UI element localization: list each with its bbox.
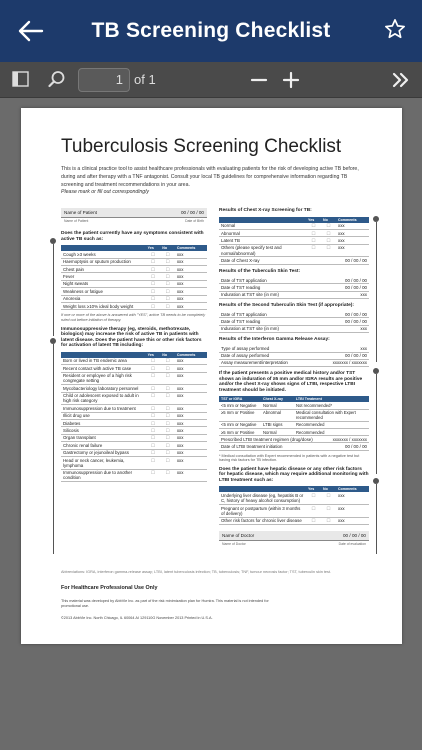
no-checkbox[interactable]: ☐ <box>165 385 170 391</box>
risk-row[interactable] <box>61 405 207 412</box>
risk-row[interactable] <box>61 450 207 457</box>
yes-checkbox[interactable]: ☐ <box>151 358 155 364</box>
tst2-heading: Results of the Second Tuberculin Skin Test (if appropriate): <box>219 302 354 308</box>
tst2-row-label: Induration at TST site (in mm) <box>221 326 279 332</box>
risk-row[interactable] <box>61 373 207 386</box>
tst-heading: Results of the Tuberculin Skin Test: <box>219 268 301 274</box>
col-comments: Comments <box>176 246 196 251</box>
risk-row[interactable] <box>61 442 207 449</box>
no-checkbox[interactable]: ☐ <box>165 288 170 294</box>
no-checkbox[interactable]: ☐ <box>165 273 170 279</box>
ltbi-date-row[interactable] <box>219 443 369 450</box>
symptoms-heading: Does the patient currently have any symptoms consistent with active TB such as: <box>61 231 204 242</box>
risk-row-label: Chronic renal failure <box>63 442 103 448</box>
xray-row-comment: xxx <box>338 245 345 251</box>
ltbi-col-test: TST or IGRA <box>221 397 243 402</box>
patient-name-label: Name of Patient <box>64 210 97 215</box>
xray-table <box>219 223 369 258</box>
risk-row-comment: xxx <box>176 393 184 399</box>
col-no: No <box>323 217 328 222</box>
xray-date-row[interactable] <box>219 257 369 264</box>
xray-date-label: Date of Chest X-ray <box>221 257 260 263</box>
symptom-row-label: Chest pain <box>63 266 84 272</box>
no-checkbox[interactable]: ☐ <box>165 442 170 448</box>
document-title: Tuberculosis Screening Checklist <box>61 136 342 157</box>
legal-notice: This material was developed by AbbVie Inc. as part of the risk minimization plan for Humira. This material is not intended for promotional use. <box>61 599 269 608</box>
no-checkbox[interactable]: ☐ <box>165 296 170 302</box>
tst-row-value: 00 / 00 / 00 <box>345 277 367 283</box>
igra-row-value: 00 / 00 / 00 <box>345 353 367 359</box>
yes-checkbox[interactable]: ☐ <box>311 518 316 524</box>
ltbi-regimen-value: xxxxxxx / xxxxxxx <box>332 436 367 442</box>
ltbi-col-xray: Chest X-ray <box>263 397 283 402</box>
yes-checkbox[interactable]: ☐ <box>151 288 155 294</box>
risk-row-label: Diabetes <box>63 420 81 426</box>
symptom-row-label: Fever <box>63 273 75 279</box>
app-title: TB Screening Checklist <box>91 19 331 42</box>
yes-checkbox[interactable]: ☐ <box>151 365 155 371</box>
ltbi-test-cell: ≥5 mm or Positive <box>221 410 255 416</box>
hepatic-row-label: Other risk factors for chronic liver disease <box>221 518 302 524</box>
ltbi-heading: If the patient presents a positive medical history and/or TST shows an induration of ≥5 mm and/or IGRA results are positive and/or the chest X-ray shows signs of LTBI, respective LTBI treatment should be initiated. <box>219 371 363 393</box>
xray-row-label: Normal <box>221 223 236 229</box>
viewer-toolbar <box>0 62 422 98</box>
symptom-row-comment: xxx <box>176 266 184 272</box>
patient-dob-value: 00 / 00 / 00 <box>181 210 204 215</box>
symptom-row-comment: xxx <box>176 251 184 257</box>
yes-checkbox[interactable]: ☐ <box>311 237 316 243</box>
xray-row-label: Others (please specify test and normal/abnormal) <box>221 245 282 256</box>
risk-row-label: Resident or employee of a high risk congregate setting <box>63 373 132 384</box>
ltbi-date-label: Date of LTBI treatment initiation <box>221 443 283 449</box>
col-comments: Comments <box>338 487 357 492</box>
section-rail <box>53 344 54 554</box>
igra-row-value: xxxxxxx / xxxxxxx <box>332 360 367 366</box>
risk-table <box>61 358 207 482</box>
igra-row-label: Type of assay performed <box>221 346 270 352</box>
col-yes: Yes <box>147 352 154 357</box>
yes-checkbox[interactable]: ☐ <box>311 493 316 499</box>
symptom-row-label: Night sweats <box>63 281 89 287</box>
no-checkbox[interactable]: ☐ <box>326 505 331 511</box>
search-icon[interactable] <box>48 70 66 88</box>
igra-row[interactable] <box>219 345 369 352</box>
yes-checkbox[interactable]: ☐ <box>311 505 316 511</box>
ltbi-row <box>219 422 369 429</box>
no-checkbox[interactable]: ☐ <box>165 470 170 476</box>
no-checkbox[interactable]: ☐ <box>165 413 170 419</box>
name-sub-label: Name of Patient <box>64 219 89 223</box>
hepatic-row-comment: xxx <box>338 493 345 499</box>
yes-checkbox[interactable]: ☐ <box>151 457 155 463</box>
yes-checkbox[interactable]: ☐ <box>151 393 155 399</box>
hepatic-table <box>219 492 369 525</box>
copyright: ©2013 AbbVie Inc. North Chicago, IL 60064 AI 129110G November 2013 Printed in U.S.A. <box>61 616 213 620</box>
back-arrow-icon[interactable] <box>18 18 44 44</box>
hepatic-heading: Does the patient have hepatic disease or any other risk factors for hepatic disease, which may require additional monitoring with LTBI treatment such as: <box>219 466 369 483</box>
ltbi-footnote: * Medical consultation with Expert recommended in patients with a negative test but having risk factors for TB infection. <box>219 453 360 463</box>
hepatic-row-comment: xxx <box>338 505 345 511</box>
risk-row-comment: xxx <box>176 420 184 426</box>
ltbi-xray-cell: Normal <box>263 402 277 408</box>
zoom-in-icon[interactable] <box>280 69 302 91</box>
ltbi-row <box>219 402 369 409</box>
ltbi-treatment-cell: Recommended <box>296 429 325 435</box>
risk-row-comment: xxx <box>176 365 184 371</box>
symptom-row[interactable] <box>61 251 207 258</box>
xray-row-comment: xxx <box>338 237 345 243</box>
ltbi-col-treatment: LTBI Treatment <box>296 397 322 402</box>
risk-row-label: Illicit drug use <box>63 413 90 419</box>
yes-checkbox[interactable]: ☐ <box>151 420 155 426</box>
col-yes: Yes <box>308 217 315 222</box>
symptom-row-comment: xxx <box>176 281 184 287</box>
risk-row-comment: xxx <box>176 442 184 448</box>
yes-checkbox[interactable]: ☐ <box>151 266 155 272</box>
yes-checkbox[interactable]: ☐ <box>151 273 155 279</box>
yes-checkbox[interactable]: ☐ <box>151 281 155 287</box>
risk-row-comment: xxx <box>176 358 184 364</box>
xray-heading: Results of Chest X-ray Screening for TB: <box>219 208 312 213</box>
xray-date-value: 00 / 00 / 00 <box>345 257 367 263</box>
risk-row-label: Silicosis <box>63 428 79 433</box>
symptoms-table <box>61 251 207 310</box>
risk-row-label: Immunosuppression due to treatment <box>63 405 136 411</box>
risk-row-comment: xxx <box>176 450 184 456</box>
section-rail <box>53 244 54 336</box>
app-bar <box>0 0 422 62</box>
no-checkbox[interactable]: ☐ <box>165 428 170 433</box>
xray-row[interactable] <box>219 245 369 258</box>
yes-checkbox[interactable]: ☐ <box>151 450 155 456</box>
symptom-row[interactable] <box>61 273 207 280</box>
no-checkbox[interactable]: ☐ <box>165 303 170 309</box>
no-checkbox[interactable]: ☐ <box>326 518 331 524</box>
igra-row[interactable] <box>219 353 369 360</box>
symptom-row-label: Weakness or fatigue <box>63 288 103 294</box>
xray-row-comment: xxx <box>338 230 345 236</box>
risk-row-comment: xxx <box>176 428 184 433</box>
risk-row-label: Child or adolescent exposed to adult in high risk category <box>63 393 139 404</box>
ltbi-xray-cell: Abnormal <box>263 410 281 416</box>
col-no: No <box>162 246 168 251</box>
risk-row-label: Born or lived in TB endemic area <box>63 358 127 364</box>
no-checkbox[interactable]: ☐ <box>165 365 170 371</box>
xray-row-label: Latent TB <box>221 237 240 243</box>
no-checkbox[interactable]: ☐ <box>165 373 170 379</box>
risk-row-label: Immunosuppression due to another condition <box>63 470 133 481</box>
ltbi-xray-cell: LTBI signs <box>263 422 283 428</box>
yes-checkbox[interactable]: ☐ <box>311 230 316 236</box>
ltbi-row <box>219 429 369 436</box>
igra-row[interactable] <box>219 360 369 367</box>
symptom-row[interactable] <box>61 288 207 295</box>
no-checkbox[interactable]: ☐ <box>165 266 170 272</box>
page-count-label: of 1 <box>134 72 156 87</box>
tst-row-label: Date of TST reading <box>221 284 261 290</box>
yes-checkbox[interactable]: ☐ <box>151 428 155 433</box>
ltbi-treatment-cell: Not recommended* <box>296 402 333 408</box>
no-checkbox[interactable]: ☐ <box>165 457 170 463</box>
tst-row-label: Induration at TST site (in mm) <box>221 292 279 298</box>
col-comments: Comments <box>176 352 196 357</box>
yes-checkbox[interactable]: ☐ <box>151 303 155 309</box>
tst-row[interactable] <box>219 284 369 291</box>
tst-row[interactable] <box>219 292 369 299</box>
risk-row-label: Gastrectomy or jejunoileal bypass <box>63 450 129 456</box>
hepatic-row[interactable] <box>219 518 369 525</box>
risk-row[interactable] <box>61 385 207 392</box>
risk-row[interactable] <box>61 413 207 420</box>
symptom-row-label: Weight loss ≥10% ideal body weight <box>63 303 134 309</box>
risk-row[interactable] <box>61 470 207 483</box>
page-number-input[interactable]: 1 <box>78 68 130 92</box>
evaluation-sub-label: Date of evaluation <box>338 542 366 547</box>
risk-row[interactable] <box>61 457 207 470</box>
hcp-notice: For Healthcare Professional Use Only <box>61 585 158 591</box>
intro-text <box>61 166 361 197</box>
no-checkbox[interactable]: ☐ <box>165 259 170 265</box>
risk-row-label: Organ transplant <box>63 435 96 441</box>
risk-row[interactable] <box>61 420 207 427</box>
igra-row-value: xxx <box>360 346 367 352</box>
risk-row[interactable] <box>61 365 207 372</box>
symptom-row[interactable] <box>61 281 207 288</box>
hepatic-row[interactable] <box>219 492 369 505</box>
yes-checkbox[interactable]: ☐ <box>151 385 155 391</box>
zoom-out-icon[interactable] <box>248 69 270 91</box>
yes-checkbox[interactable]: ☐ <box>151 413 155 419</box>
tst2-table <box>219 311 369 333</box>
xray-row[interactable] <box>219 230 369 237</box>
yes-checkbox[interactable]: ☐ <box>151 405 155 411</box>
xray-row[interactable] <box>219 223 369 230</box>
document-page <box>21 108 402 644</box>
risk-row-label: Recent contact with active TB case <box>63 365 132 371</box>
yes-checkbox[interactable]: ☐ <box>311 245 316 251</box>
ltbi-row <box>219 410 369 422</box>
section-rail <box>376 484 377 554</box>
yes-checkbox[interactable]: ☐ <box>151 442 155 448</box>
risk-row-comment: xxx <box>176 435 184 441</box>
symptom-row-comment: xxx <box>176 296 184 302</box>
tst-row-value: 00 / 00 / 00 <box>345 284 367 290</box>
col-comments: Comments <box>338 217 357 222</box>
yes-checkbox[interactable]: ☐ <box>151 470 155 476</box>
no-checkbox[interactable]: ☐ <box>165 358 170 364</box>
risk-heading: Immunosuppressive therapy (eg, steroids, methotrexate, biologics) may increase the risk of active TB in patients with latent disease. Does the patient have this or other risk factors for activation of latent TB including: <box>61 326 202 349</box>
no-checkbox[interactable]: ☐ <box>326 223 331 229</box>
yes-checkbox[interactable]: ☐ <box>151 296 155 302</box>
yes-checkbox[interactable]: ☐ <box>311 223 316 229</box>
ltbi-treatment-cell: Medical consultation with Expert recommended <box>296 410 356 421</box>
symptom-row[interactable] <box>61 259 207 266</box>
col-no: No <box>162 352 168 357</box>
tst-table <box>219 277 369 299</box>
ltbi-test-cell: <5 mm or Negative <box>221 402 257 408</box>
symptom-row-comment: xxx <box>176 303 184 309</box>
intro-paragraph: This is a clinical practice tool to assist healthcare professionals with evaluating patients for the risk of developing active TB before, during and after therapy with a TNF antagonist. Consult your local TB guidelines for comprehensive information regarding TB screening and treatment recommendations in your area. <box>61 166 359 188</box>
risk-row-comment: xxx <box>176 405 184 411</box>
hepatic-row-label: Underlying liver disease (eg, hepatitis B or C, history of heavy alcohol consumption) <box>221 493 304 504</box>
risk-row-comment: xxx <box>176 470 184 476</box>
symptoms-note: If one or more of the above is answered with "YES", active TB needs to be completely ruled out before initiation of therapy. <box>61 313 206 322</box>
risk-row-comment: xxx <box>176 373 184 379</box>
left-column <box>61 208 207 482</box>
abbreviations: Abbreviations: IGRA, interferon gamma-release assay; LTBI, latent tuberculosis infection; TB, tuberculosis; TNF, tumour necrosis factor; TST, tuberculin skin test. <box>61 570 332 574</box>
no-checkbox[interactable]: ☐ <box>165 405 170 411</box>
no-checkbox[interactable]: ☐ <box>165 420 170 426</box>
symptom-row-comment: xxx <box>176 288 184 294</box>
tst-row-label: Date of TST application <box>221 277 267 283</box>
risk-row[interactable] <box>61 427 207 434</box>
no-checkbox[interactable]: ☐ <box>165 435 170 441</box>
symptom-row-label: Anorexia <box>63 296 81 302</box>
evaluation-date-value: 00 / 00 / 00 <box>343 533 366 539</box>
symptom-row-label: Cough ≥3 weeks <box>63 251 96 257</box>
favorite-star-icon[interactable] <box>384 18 406 40</box>
symptom-row[interactable] <box>61 296 207 303</box>
xray-row[interactable] <box>219 237 369 244</box>
tst2-row-value: 00 / 00 / 00 <box>345 311 367 317</box>
risk-row-label: Mycobacteriology laboratory personnel <box>63 385 139 391</box>
hepatic-row-label: Pregnant or postpartum (within 3 months of delivery) <box>221 505 301 516</box>
section-rail <box>376 222 377 362</box>
more-tools-icon[interactable] <box>391 71 411 89</box>
risk-row-comment: xxx <box>176 457 184 463</box>
ltbi-date-value: 00 / 00 / 00 <box>345 443 367 449</box>
symptom-row-comment: xxx <box>176 259 184 265</box>
no-checkbox[interactable]: ☐ <box>165 450 170 456</box>
patient-name-row[interactable] <box>61 208 207 218</box>
right-column <box>219 208 369 550</box>
section-rail <box>376 374 377 474</box>
symptom-row[interactable] <box>61 303 207 310</box>
tst2-row[interactable] <box>219 311 369 318</box>
yes-checkbox[interactable]: ☐ <box>151 251 155 257</box>
tst-row[interactable] <box>219 277 369 284</box>
tst-row-value: xxx <box>360 292 367 298</box>
ltbi-regimen-row[interactable] <box>219 436 369 443</box>
doctor-sub-row <box>219 541 369 550</box>
tst2-row-value: 00 / 00 / 00 <box>345 319 367 325</box>
risk-row[interactable] <box>61 358 207 365</box>
doctor-name-label: Name of Doctor <box>222 533 255 539</box>
col-no: No <box>323 487 328 492</box>
yes-checkbox[interactable]: ☐ <box>151 373 155 379</box>
ltbi-regimen-label: Prescribed LTBI treatment regimen (drug/dose) <box>221 436 313 442</box>
risk-row[interactable] <box>61 435 207 442</box>
ltbi-table <box>219 402 369 436</box>
risk-row-comment: xxx <box>176 413 184 419</box>
ltbi-treatment-cell: Recommended <box>296 422 325 428</box>
hepatic-row-comment: xxx <box>338 518 345 524</box>
doctor-sub-label: Name of Doctor <box>222 542 246 547</box>
yes-checkbox[interactable]: ☐ <box>151 259 155 265</box>
ltbi-test-cell: <5 mm or Negative <box>221 422 257 428</box>
symptom-row[interactable] <box>61 266 207 273</box>
yes-checkbox[interactable]: ☐ <box>151 435 155 441</box>
no-checkbox[interactable]: ☐ <box>326 493 331 499</box>
hepatic-row[interactable] <box>219 505 369 518</box>
no-checkbox[interactable]: ☐ <box>165 251 170 257</box>
no-checkbox[interactable]: ☐ <box>326 230 331 236</box>
col-yes: Yes <box>308 487 315 492</box>
tst2-row-label: Date of TST reading <box>221 319 261 325</box>
tst2-row[interactable] <box>219 318 369 325</box>
ltbi-xray-cell: Normal <box>263 429 277 435</box>
doctor-name-row[interactable] <box>219 531 369 541</box>
risk-row[interactable] <box>61 393 207 406</box>
no-checkbox[interactable]: ☐ <box>326 245 331 251</box>
xray-row-label: Abnormal <box>221 230 240 236</box>
tst2-row-label: Date of TST application <box>221 311 267 317</box>
sidebar-toggle-icon[interactable] <box>12 71 29 87</box>
no-checkbox[interactable]: ☐ <box>165 281 170 287</box>
patient-sub-row <box>61 218 207 227</box>
ltbi-test-cell: ≥5 mm or Positive <box>221 429 255 435</box>
igra-heading: Results of the Interferon Gamma Release Assay: <box>219 336 330 342</box>
no-checkbox[interactable]: ☐ <box>326 237 331 243</box>
xray-row-comment: xxx <box>338 223 345 229</box>
igra-row-label: Assay measurement/interpretation <box>221 360 288 366</box>
col-yes: Yes <box>147 246 154 251</box>
risk-row-comment: xxx <box>176 385 184 391</box>
no-checkbox[interactable]: ☐ <box>165 393 170 399</box>
dob-sub-label: Date of Birth <box>185 219 204 223</box>
igra-row-label: Date of assay performed <box>221 353 270 359</box>
risk-row-label: Head or neck cancer, leukemia, lymphoma <box>63 457 125 468</box>
tst2-row-value: xxx <box>360 326 367 332</box>
igra-table <box>219 345 369 367</box>
tst2-row[interactable] <box>219 326 369 333</box>
symptom-row-comment: xxx <box>176 273 184 279</box>
symptom-row-label: Haemoptysis or sputum production <box>63 259 131 265</box>
intro-instruction: Please mark or fill out correspondingly <box>61 189 149 196</box>
